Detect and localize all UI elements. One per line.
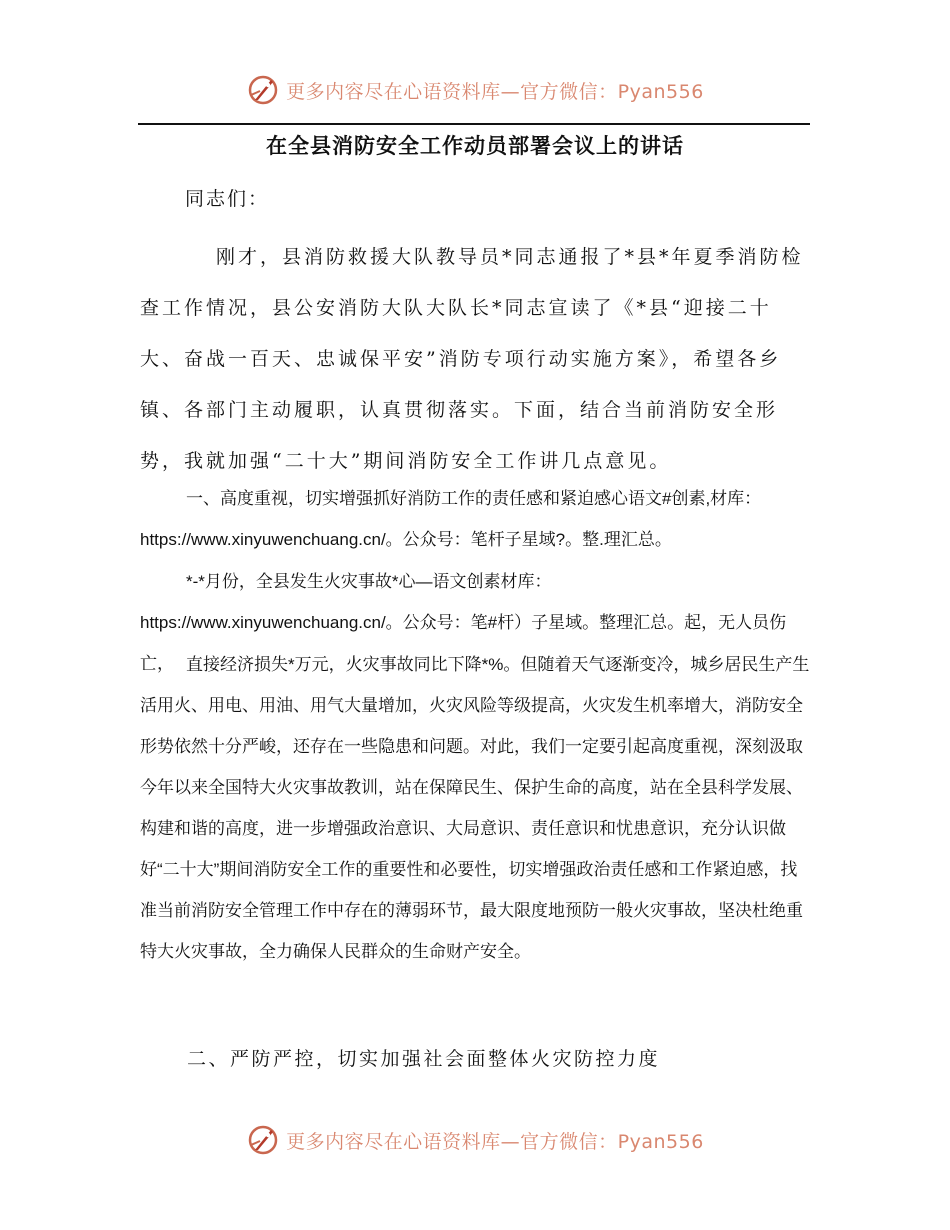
- fire-statistics-paragraph: *-*月份，全县发生火灾事故*心—语文创素材库：https://www.xinyuwenchuang.cn/。公众号：笔#杆）子星域。整理汇总。起，无人员伤亡，: [140, 572, 787, 673]
- salutation: 同志们：: [185, 188, 270, 210]
- fire-situation-paragraph: 直接经济损失*万元，火灾事故同比下降*%。但随着天气逐渐变冷，城乡居民生产生活用火、用电、用油、用气大量增加，火灾风险等级提高，火灾发生机率增大，消防安全形势依然十分严峻，还存在一些隐患和问题。对此，我们一定要引起高度重视，深刻汲取今年以来全国特大火灾事故教训，站在保障民生、保护生命的高度，站在全县科学发展、构建和谐的高度，进一步增强政治意识、大局意识、责任意识和忧患意识，充分认识做好“二十大”期间消防安全工作的重要性和必要性，切实增强政治责任感和工作紧迫感，找准当前消防安全管理工作中存在的薄弱环节，最大限度地预防一般火灾事故，坚决杜绝重特大火灾事故，全力确保人民群众的生命财产安全。: [140, 655, 810, 961]
- watermark-text: 更多内容尽在心语资料库—官方微信：Pyan556: [286, 1130, 704, 1153]
- header-divider: [138, 123, 810, 125]
- document-title: 在全县消防安全工作动员部署会议上的讲话: [266, 134, 684, 158]
- intro-paragraph: 刚才，县消防救援大队教导员*同志通报了*县*年夏季消防检查工作情况，县公安消防大队大队长*同志宣读了《*县“迎接二十大、奋战一百天、忠诚保平安”消防专项行动实施方案》，希望各乡镇、各部门主动履职，认真贯彻落实。下面，结合当前消防安全形势，我就加强“二十大”期间消防安全工作讲几点意见。: [140, 246, 804, 472]
- section-one-paragraph: 一、高度重视，切实增强抓好消防工作的责任感和紧迫感心语文#创素,材库：https://www.xinyuwenchuang.cn/。公众号：笔杆子星域?。整.理汇总。: [140, 489, 762, 549]
- footer-watermark-banner: [0, 1120, 950, 1160]
- header-watermark-banner: [0, 70, 950, 110]
- quill-logo-icon: [246, 1123, 280, 1157]
- section-two-heading: 二、严防严控，切实加强社会面整体火灾防控力度: [187, 1048, 661, 1070]
- watermark-text: 更多内容尽在心语资料库—官方微信：Pyan556: [286, 80, 704, 103]
- quill-logo-icon: [246, 73, 280, 107]
